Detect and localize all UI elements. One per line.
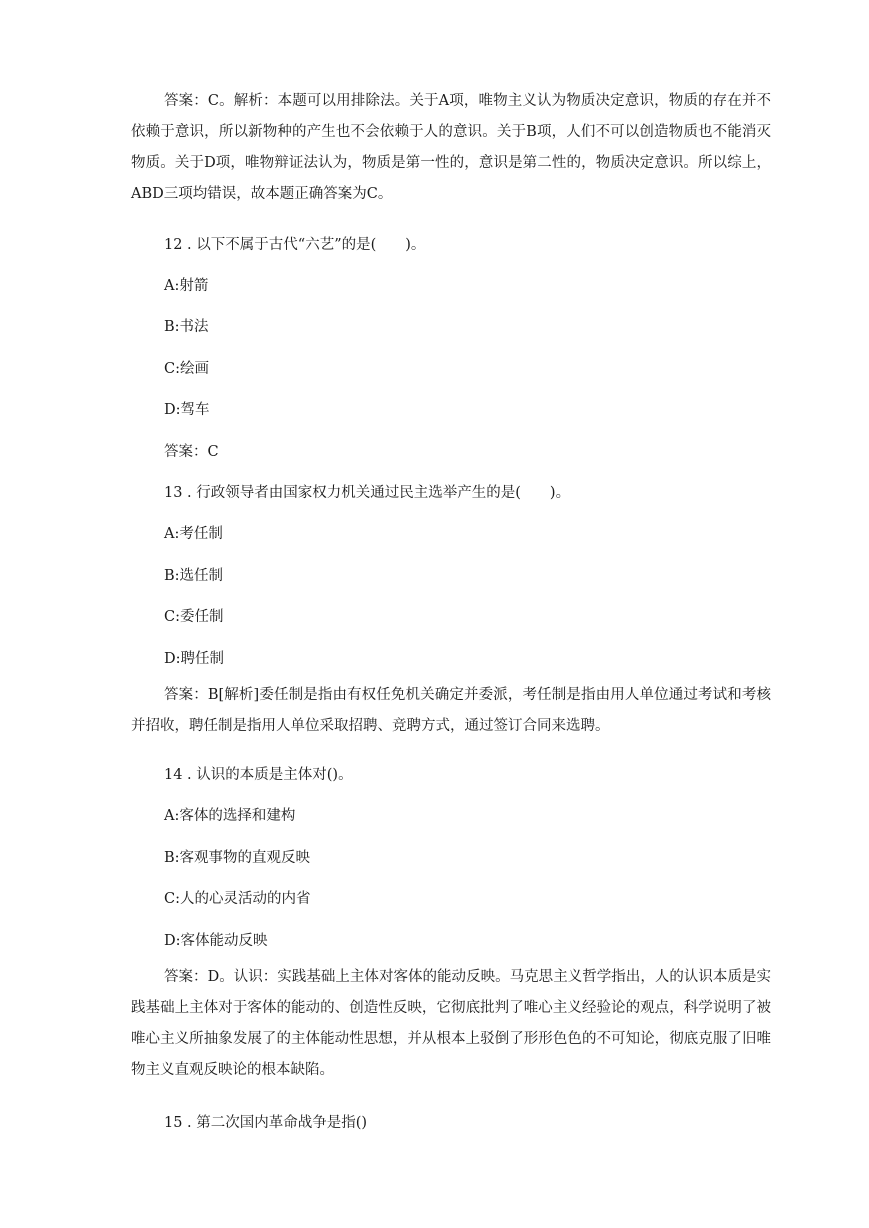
q13-option-c: C:委任制 [164, 609, 224, 625]
q14-option-a: A:客体的选择和建构 [164, 808, 296, 824]
q13-option-a: A:考任制 [164, 526, 223, 542]
q12-option-a: A:射箭 [164, 278, 209, 294]
q14-option-c: C:人的心灵活动的内省 [164, 891, 311, 907]
q11-answer-explanation: 答案：C。解析：本题可以用排除法。关于A项，唯物主义认为物质决定意识，物质的存在并不依赖于意识，所以新物种的产生也不会依赖于人的意识。关于B项，人们不可以创造物质也不能消灭物质。关于D项，唯物辩证法认为，物质是第一性的，意识是第二性的，物质决定意识。所以综上，ABD三项均错误，故本题正确答案为C。 [131, 93, 771, 202]
q13-question: 13 . 行政领导者由国家权力机关通过民主选举产生的是( )。 [164, 485, 571, 501]
q15-question: 15 . 第二次国内革命战争是指() [164, 1115, 368, 1131]
q13-option-b: B:选任制 [164, 568, 224, 584]
q12-option-b: B:书法 [164, 319, 209, 335]
q14-option-b: B:客观事物的直观反映 [164, 850, 311, 866]
q12-answer: 答案：C [164, 444, 219, 460]
q12-question: 12 . 以下不属于古代“六艺”的是( )。 [164, 237, 426, 253]
q12-option-d: D:驾车 [164, 402, 210, 418]
q14-question: 14 . 认识的本质是主体对()。 [164, 767, 353, 783]
q14-answer-explanation: 答案：D。认识：实践基础上主体对客体的能动反映。马克思主义哲学指出，人的认识本质是实践基础上主体对于客体的能动的、创造性反映，它彻底批判了唯心主义经验论的观点，科学说明了被唯心主义所抽象发展了的主体能动性思想，并从根本上驳倒了形形色色的不可知论，彻底克服了旧唯物主义直观反映论的根本缺陷。 [131, 969, 771, 1078]
q13-answer-explanation: 答案：B[解析]委任制是指由有权任免机关确定并委派，考任制是指由用人单位通过考试和考核并招收，聘任制是指用人单位采取招聘、竞聘方式，通过签订合同来选聘。 [131, 687, 771, 734]
q13-option-d: D:聘任制 [164, 651, 225, 667]
q12-option-c: C:绘画 [164, 361, 209, 377]
q14-option-d: D:客体能动反映 [164, 933, 268, 949]
